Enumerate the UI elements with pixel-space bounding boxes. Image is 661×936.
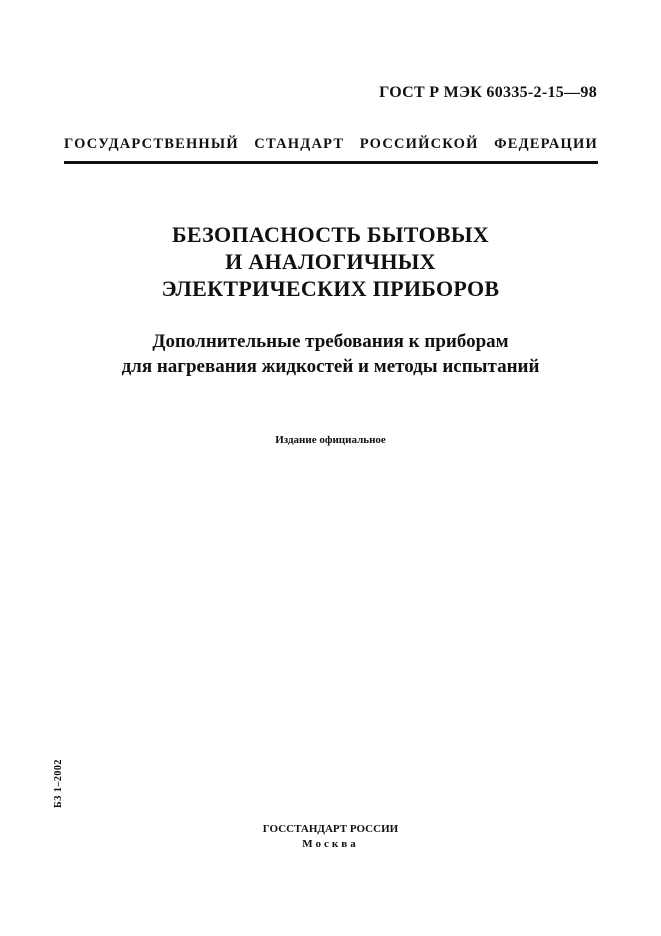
authority-word: РОССИЙСКОЙ [359, 136, 479, 152]
publisher-city: Москва [302, 838, 359, 850]
authority-word: ФЕДЕРАЦИИ [494, 136, 598, 152]
document-subtitle [0, 329, 661, 379]
authority-word: СТАНДАРТ [254, 136, 345, 152]
title-line: И АНАЛОГИЧНЫХ [225, 249, 436, 274]
publisher-block [0, 822, 661, 852]
title-line: БЕЗОПАСНОСТЬ БЫТОВЫХ [172, 222, 489, 247]
edition-note: Издание официальное [275, 434, 386, 446]
document-title [0, 221, 661, 302]
publisher-name: ГОССТАНДАРТ РОССИИ [262, 823, 399, 835]
title-line: ЭЛЕКТРИЧЕСКИХ ПРИБОРОВ [161, 276, 500, 301]
header-divider [64, 161, 598, 164]
document-code: ГОСТ Р МЭК 60335-2-15—98 [379, 84, 597, 101]
subtitle-line: для нагревания жидкостей и методы испытаний [121, 356, 540, 377]
issuing-authority [64, 136, 598, 153]
side-registration-mark: БЗ 1–2002 [53, 759, 64, 808]
subtitle-line: Дополнительные требования к приборам [152, 331, 509, 352]
authority-word: ГОСУДАРСТВЕННЫЙ [64, 136, 239, 152]
